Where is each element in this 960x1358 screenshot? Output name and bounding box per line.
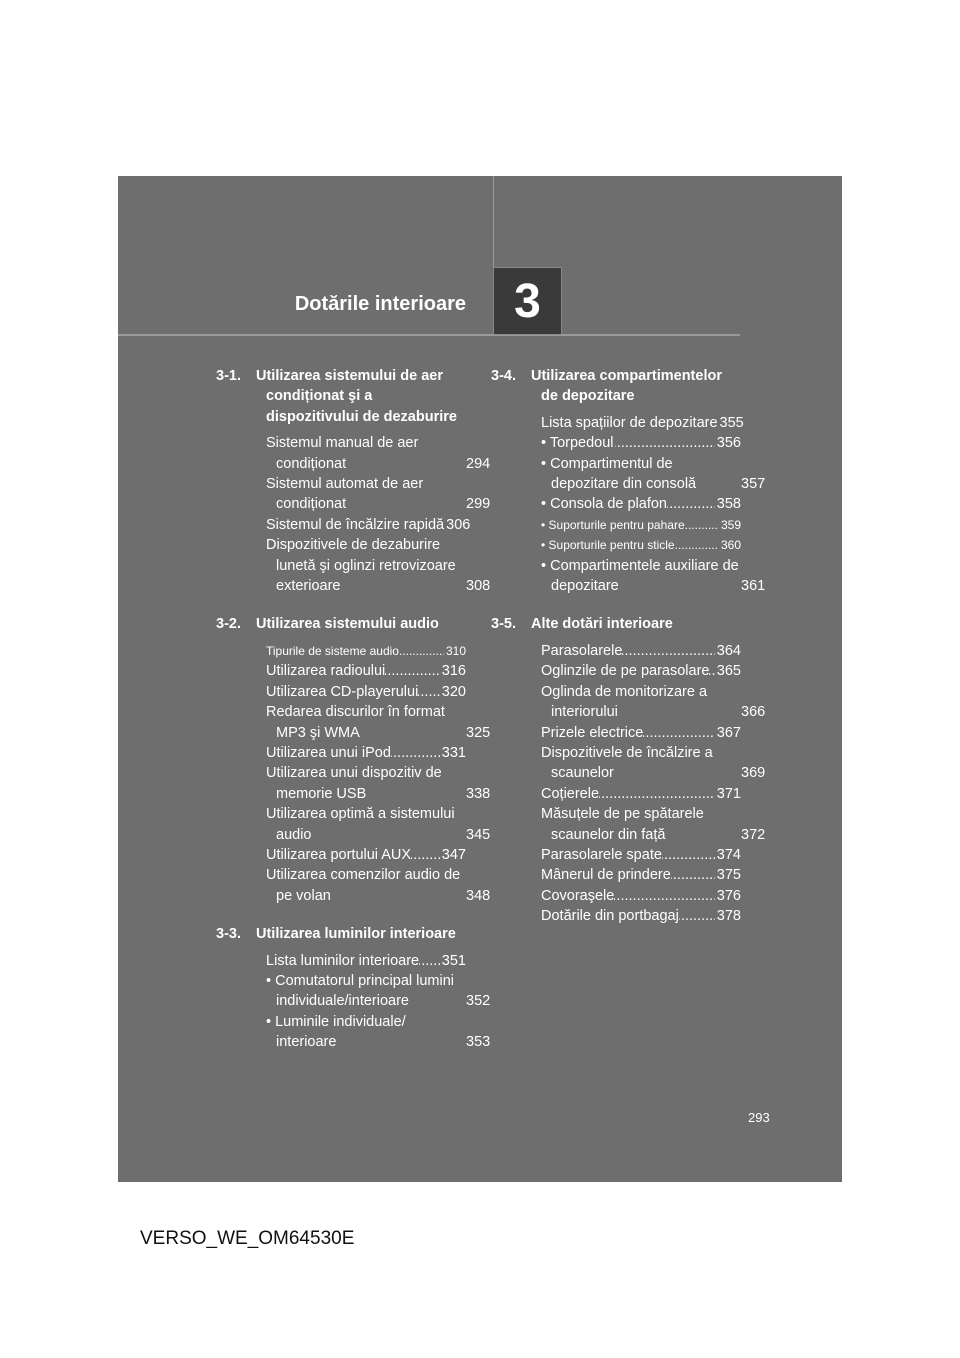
- toc-entry[interactable]: [216, 433, 491, 474]
- section-title: Utilizarea sistemului de aer condiționat şi a dispozitivului de dezaburire: [256, 368, 457, 425]
- section-number: 3-1.: [216, 368, 241, 384]
- section-heading: [216, 924, 466, 944]
- toc-entry-label: • Luminile individuale/ interioare: [266, 1013, 406, 1051]
- toc-entry[interactable]: [216, 682, 466, 702]
- toc-entry-label: • Consola de plafon: [541, 496, 667, 513]
- toc-entry-page: 316: [441, 663, 466, 680]
- toc-entry-page: 353: [466, 1034, 491, 1051]
- section-number: 3-2.: [216, 616, 241, 633]
- toc-entry-page: 378: [716, 908, 741, 925]
- toc-entry[interactable]: [216, 1012, 491, 1053]
- dot-leader: [615, 433, 715, 453]
- toc-entry[interactable]: [491, 886, 741, 906]
- chapter-title: Dotările interioare: [294, 293, 466, 315]
- toc-entry[interactable]: [491, 661, 741, 681]
- dot-leader: [391, 743, 440, 763]
- toc-entry[interactable]: [491, 433, 741, 453]
- toc-entry[interactable]: [216, 763, 491, 804]
- toc-entry-page: 310: [445, 643, 466, 658]
- toc-entry-label: Sistemul automat de aer condiționat: [266, 476, 424, 513]
- toc-entry[interactable]: [216, 743, 466, 763]
- toc-entry-page: 371: [716, 785, 741, 802]
- toc-entry-page: 348: [466, 887, 491, 904]
- divider-vertical: [493, 176, 494, 268]
- toc-entry[interactable]: [491, 494, 741, 514]
- toc-entry[interactable]: [216, 474, 491, 515]
- section-title: Alte dotări interioare: [531, 616, 673, 633]
- toc-entry-label: • Compartimentul de depozitare din consolă: [541, 455, 697, 493]
- toc-entry[interactable]: [491, 641, 741, 661]
- toc-entry[interactable]: [491, 413, 744, 433]
- toc-entry-page: 331: [441, 744, 466, 761]
- chapter-number-box: [493, 267, 562, 335]
- toc-entry[interactable]: [491, 906, 741, 926]
- toc-entry-label: Lista spațiilor de depozitare: [541, 414, 718, 431]
- toc-entry[interactable]: [491, 454, 766, 495]
- section-heading: [491, 366, 741, 407]
- dot-leader: [685, 515, 719, 535]
- toc-entry[interactable]: [491, 682, 766, 723]
- toc-entry[interactable]: [216, 535, 491, 596]
- toc-entry[interactable]: [491, 723, 741, 743]
- toc-entry-page: 347: [441, 846, 466, 863]
- section-number: 3-4.: [491, 368, 516, 384]
- toc-entry-page: 361: [741, 578, 766, 595]
- chapter-number: 3: [514, 274, 541, 328]
- dot-leader: [667, 494, 715, 514]
- toc-entry-label: Prizele electrice: [541, 724, 644, 741]
- dot-leader: [643, 723, 714, 743]
- toc-entry-page: 352: [466, 993, 491, 1010]
- toc-entry-label: Utilizarea radioului: [266, 663, 386, 680]
- toc-entry-page: 325: [466, 724, 491, 741]
- divider-horizontal: [118, 334, 740, 336]
- toc-entry-label: Covoraşele: [541, 887, 615, 904]
- toc-entry[interactable]: [491, 556, 766, 597]
- toc-column-right: [491, 366, 766, 927]
- toc-entry-page: 365: [716, 663, 741, 680]
- toc-entry-page: 375: [716, 867, 741, 884]
- toc-entry-label: Parasolarele: [541, 642, 623, 659]
- toc-entry-page: 366: [741, 704, 766, 721]
- toc-column-left: [216, 366, 491, 1053]
- dot-leader: [599, 784, 715, 804]
- toc-entry-label: Dispozitivele de încălzire a scaunelor: [541, 744, 713, 782]
- dot-leader: [399, 641, 444, 661]
- toc-entry-label: Utilizarea optimă a sistemului audio: [266, 806, 455, 843]
- section-heading: [491, 614, 741, 634]
- toc-entry-page: 376: [716, 887, 741, 904]
- toc-entry[interactable]: [491, 845, 741, 865]
- toc-entry-page: 338: [466, 785, 491, 802]
- dot-leader: [662, 845, 715, 865]
- dot-leader: [614, 886, 714, 906]
- toc-entry-page: 364: [716, 642, 741, 659]
- section-title: Utilizarea compartimentelor de depozitare: [531, 368, 722, 405]
- toc-entry[interactable]: [216, 971, 491, 1012]
- toc-entry[interactable]: [216, 661, 466, 681]
- toc-entry-label: Oglinda de monitorizare a interiorului: [541, 683, 708, 721]
- toc-entry-page: 372: [741, 826, 766, 843]
- toc-entry-page: 345: [466, 826, 491, 843]
- toc-entry[interactable]: [491, 515, 741, 535]
- toc-entry-page: 306: [446, 516, 471, 533]
- toc-entry-label: • Suporturile pentru sticle: [541, 538, 675, 553]
- toc-entry-label: • Compartimentele auxiliare de depozitare: [541, 557, 739, 595]
- dot-leader: [622, 641, 714, 661]
- toc-entry-label: Utilizarea unui iPod: [266, 744, 391, 761]
- toc-entry[interactable]: [491, 865, 741, 885]
- toc-entry-page: 367: [716, 724, 741, 741]
- section-heading: [216, 614, 466, 634]
- toc-entry[interactable]: [216, 702, 491, 743]
- toc-entry-page: 308: [466, 578, 491, 595]
- toc-entry-label: Sistemul de încălzire rapidă: [266, 516, 445, 533]
- section-title: Utilizarea sistemului audio: [256, 616, 439, 633]
- toc-entry-label: Tipurile de sisteme audio: [266, 643, 399, 658]
- toc-entry-label: Măsuțele de pe spătarele scaunelor din față: [541, 806, 704, 843]
- toc-entry-label: Dotările din portbagaj: [541, 908, 679, 925]
- toc-entry-label: • Torpedoul: [541, 435, 614, 452]
- section-number: 3-5.: [491, 616, 516, 633]
- toc-entry-label: Parasolarele spate: [541, 846, 662, 863]
- toc-entry-page: 299: [466, 496, 491, 513]
- toc-entry-label: • Suporturile pentru pahare: [541, 517, 685, 532]
- toc-entry-label: Utilizarea portului AUX: [266, 846, 412, 863]
- dot-leader: [671, 865, 715, 885]
- toc-entry[interactable]: [216, 641, 466, 661]
- toc-entry-label: • Comutatorul principal lumini individuale/interioare: [266, 972, 455, 1010]
- toc-entry-label: Oglinzile de pe parasolare: [541, 663, 710, 680]
- toc-entry-page: 358: [716, 496, 741, 513]
- dot-leader: [675, 535, 719, 555]
- toc-entry[interactable]: [216, 804, 491, 845]
- document-code: VERSO_WE_OM64530E: [140, 1228, 355, 1249]
- dot-leader: [418, 682, 439, 702]
- toc-entry-label: Lista luminilor interioare: [266, 952, 420, 969]
- toc-entry-label: Mânerul de prindere: [541, 867, 671, 884]
- toc-entry[interactable]: [491, 784, 741, 804]
- toc-entry[interactable]: [216, 951, 466, 971]
- toc-entry-page: 356: [716, 435, 741, 452]
- toc-entry-label: Redarea discurilor în format MP3 şi WMA: [266, 704, 445, 741]
- toc-entry-label: Utilizarea comenzilor audio de pe volan: [266, 867, 461, 904]
- toc-entry-page: 374: [716, 846, 741, 863]
- toc-entry-label: Utilizarea unui dispozitiv de memorie USB: [266, 765, 442, 802]
- toc-entry-page: 294: [466, 455, 491, 472]
- toc-entry[interactable]: [491, 804, 766, 845]
- toc-entry-page: 369: [741, 765, 766, 782]
- toc-entry[interactable]: [216, 865, 491, 906]
- section-title: Utilizarea luminilor interioare: [256, 926, 456, 943]
- page-number: 293: [748, 1110, 770, 1125]
- section-heading: [216, 366, 466, 427]
- toc-entry[interactable]: [491, 743, 766, 784]
- toc-entry-label: Utilizarea CD-playerului: [266, 683, 419, 700]
- dot-leader: [679, 906, 715, 926]
- dot-leader: [419, 951, 440, 971]
- toc-entry-page: 357: [741, 476, 766, 493]
- toc-entry[interactable]: [491, 535, 741, 555]
- section-number: 3-3.: [216, 926, 241, 943]
- toc-entry-page: 355: [719, 414, 744, 431]
- toc-entry-label: Coțierele: [541, 785, 600, 802]
- dot-leader: [411, 845, 440, 865]
- toc-entry[interactable]: [216, 515, 471, 535]
- toc-entry[interactable]: [216, 845, 466, 865]
- toc-entry-page: 320: [441, 683, 466, 700]
- dot-leader: [385, 661, 440, 681]
- toc-entry-page: 359: [720, 517, 741, 532]
- toc-entry-label: Dispozitivele de dezaburire lunetă şi oglinzi retrovizoare exterioare: [266, 537, 456, 595]
- toc-entry-label: Sistemul manual de aer condiționat: [266, 435, 419, 472]
- toc-entry-page: 351: [441, 952, 466, 969]
- toc-entry-page: 360: [720, 538, 741, 553]
